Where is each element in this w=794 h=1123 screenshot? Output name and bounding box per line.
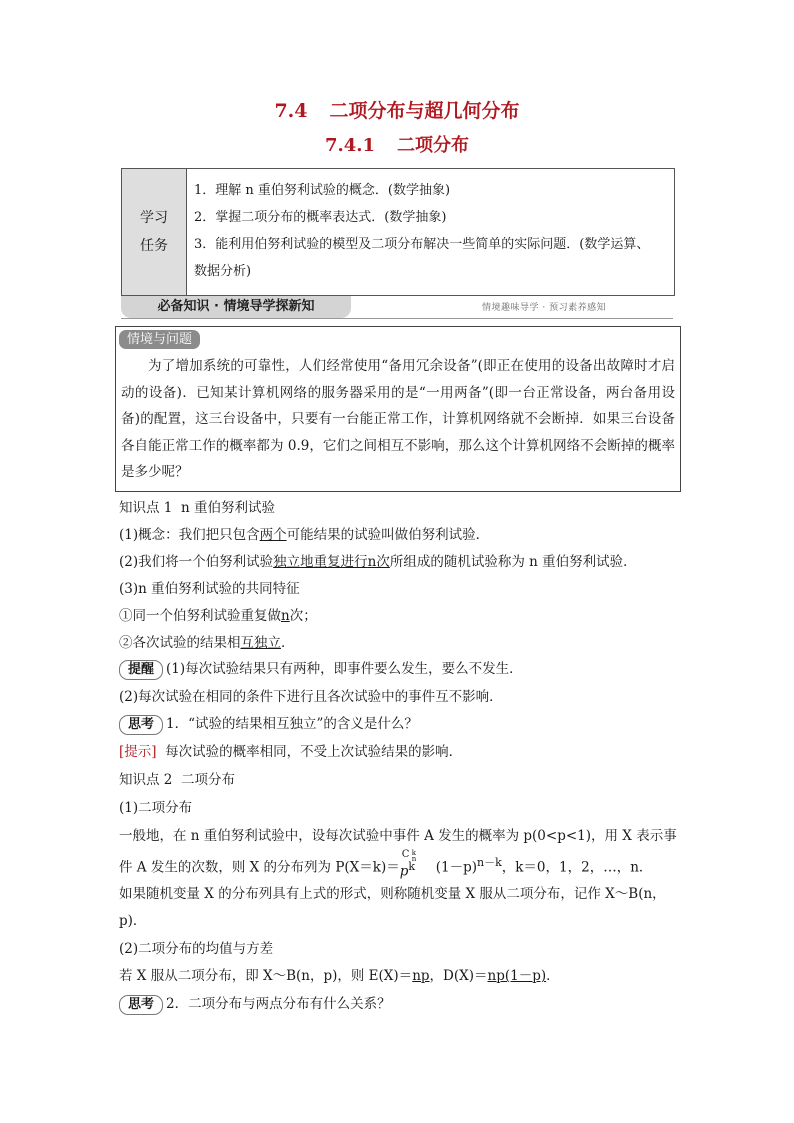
feature-1	[119, 604, 679, 624]
formula-exp: n－k	[477, 856, 502, 869]
think-tag: 思考	[119, 715, 163, 735]
label-line-2: 任务	[140, 238, 168, 254]
text-run: ．	[546, 968, 560, 984]
page-subtitle	[0, 131, 794, 157]
text-run: 所组成的随机试验称为 n 重伯努利试验．	[389, 554, 637, 570]
text-run: ②各次试验的结果相	[119, 635, 241, 651]
section-banner-caption: 情境趣味导学 · 预习素养感知	[482, 303, 607, 313]
learning-tasks-list	[194, 177, 670, 285]
subtitle-text: 二项分布	[397, 135, 470, 156]
reminder-line-1	[119, 657, 679, 680]
kp-title: n 重伯努利试验	[180, 500, 275, 516]
reminder-line-2: (2)每次试验在相同的条件下进行且各次试验中的事件互不影响．	[119, 689, 503, 705]
binomial-def-line-3: 如果随机变量 X 的分布列具有上式的形式，则称随机变量 X 服从二项分布，记作 X～B(n，	[119, 886, 666, 902]
underlined-answer: 两个	[259, 527, 287, 543]
think-tag: 思考	[119, 995, 163, 1015]
text-run: ，k＝0，1，2，…，n．	[501, 859, 653, 876]
hint-tag: [提示]	[119, 744, 157, 760]
comb-c: C	[401, 849, 410, 860]
task-item: 数据分析)	[194, 264, 252, 279]
section-divider	[121, 318, 673, 319]
title-text: 二项分布与超几何分布	[329, 100, 520, 122]
task-item: 2．掌握二项分布的概率表达式．(数学抽象)	[194, 210, 447, 225]
learning-tasks-box	[121, 168, 675, 296]
page-title	[0, 96, 794, 123]
definition-line	[119, 550, 679, 570]
mean-variance-heading: (2)二项分布的均值与方差	[119, 941, 274, 957]
binomial-def-line-2	[119, 849, 679, 880]
scenario-box	[115, 326, 681, 492]
kp-number: 知识点 1	[119, 500, 173, 516]
binomial-def-line-1: 一般地，在 n 重伯努利试验中，设每次试验中事件 A 发生的概率为 p(0<p<1)，用 X 表示事	[119, 828, 677, 844]
scenario-text: 为了增加系统的可靠性，人们经常使用“备用冗余设备”(即正在使用的设备出故障时才启动的设备)．已知某计算机网络的服务器采用的是“一用两备”(即一台正常设备，两台备用设备)的配置，这三台设备中，只要有一台能正常工作，计算机网络就不会断掉．如果三台设备各自能正常工作的概率都为 0.9，它们之间相互不影响，那么这个计算机网络不会断掉的概率是多少呢？	[121, 358, 675, 480]
binomial-def-line-4: p)．	[119, 913, 147, 929]
feature-2	[119, 631, 679, 651]
hint-line	[119, 740, 679, 760]
underlined-answer: 互独立	[240, 635, 281, 651]
underlined-answer: np(1－p)	[487, 968, 547, 984]
label-line-1: 学习	[140, 210, 168, 226]
text-run: 2．二项分布与两点分布有什么关系？	[166, 996, 391, 1012]
formula-p: p	[399, 863, 409, 880]
combination-symbol	[399, 849, 436, 880]
formula-term: (1－p)	[435, 859, 477, 876]
think-question-1	[119, 712, 679, 735]
text-run: (2)我们将一个伯努利试验	[119, 554, 274, 570]
formula-exp: k	[408, 860, 416, 873]
text-run: 1．“试验的结果相互独立”的含义是什么？	[166, 716, 418, 732]
text-run: ，D(X)＝	[429, 968, 488, 984]
learning-tasks-label	[122, 169, 187, 295]
task-item: 1．理解 n 重伯努利试验的概念．(数学抽象)	[194, 183, 451, 198]
text-run: 件 A 发生的次数，则 X 的分布列为 P(X＝k)＝	[119, 859, 400, 876]
text-run: (1)概念：我们把只包含	[119, 527, 260, 543]
comb-sub: n	[411, 855, 417, 863]
title-number: 7.4	[274, 100, 308, 122]
underlined-answer: n	[281, 608, 290, 624]
text-run: 每次试验的概率相同，不受上次试验结果的影响．	[165, 744, 463, 760]
comb-sup: k	[411, 849, 416, 857]
subtitle-number: 7.4.1	[324, 135, 376, 156]
knowledge-point-1-heading	[119, 496, 679, 516]
kp-number: 知识点 2	[119, 772, 173, 788]
underlined-answer: n次	[367, 554, 390, 570]
text-run: ．	[281, 635, 295, 651]
text-run: 次；	[289, 608, 317, 624]
mean-variance-line	[119, 964, 679, 984]
reminder-tag: 提醒	[119, 660, 163, 680]
think-question-2	[119, 992, 679, 1015]
concept-line	[119, 523, 679, 543]
binomial-heading: (1)二项分布	[119, 800, 193, 816]
underlined-answer: np	[412, 968, 430, 984]
text-run: 可能结果的试验叫做伯努利试验．	[286, 527, 490, 543]
kp-title: 二项分布	[180, 772, 235, 788]
knowledge-point-2-heading	[119, 768, 679, 788]
task-item: 3．能利用伯努利试验的模型及二项分布解决一些简单的实际问题．(数学运算、	[194, 237, 650, 252]
text-run: ①同一个伯努利试验重复做	[119, 608, 281, 624]
text-run: (1)每次试验结果只有两种，即事件要么发生，要么不发生．	[166, 661, 523, 677]
features-heading: (3)n 重伯努利试验的共同特征	[119, 581, 300, 597]
section-banner: 必备知识 · 情境导学探新知	[121, 296, 351, 318]
underlined-answer: 独立地重复进行	[273, 554, 368, 570]
scenario-tag: 情境与问题	[119, 330, 200, 349]
text-run: 若 X 服从二项分布，即 X～B(n，p)，则 E(X)＝	[119, 968, 413, 984]
